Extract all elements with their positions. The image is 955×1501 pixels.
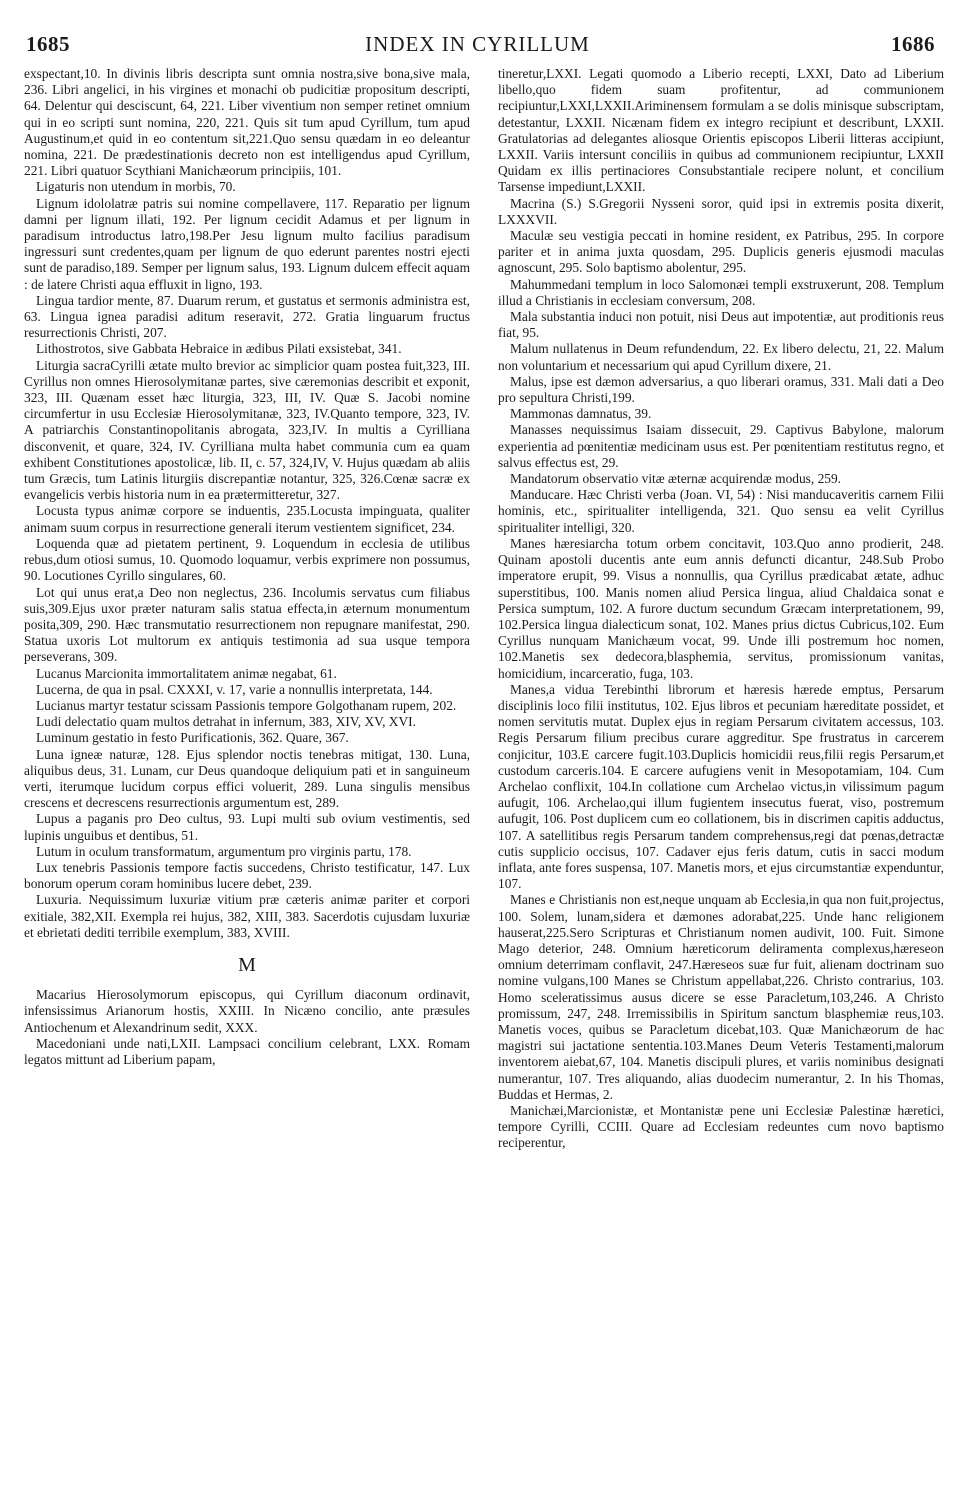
left-column: [24, 66, 470, 1496]
index-entry: Mala substantia induci non potuit, nisi Deus aut impotentiæ, aut proditionis reus fiat, 95.: [498, 309, 944, 341]
index-entry: Luna igneæ naturæ, 128. Ejus splendor noctis tenebras mitigat, 130. Luna, aliquibus deus, 31. Lunam, cur Deus quandoque deliquium pati et in sanguineum verti, iterumque lucidum corpus effici voluerit, 289. Luna singulis mensibus crescens et decrescens resurrectionis argumentum est, 289.: [24, 746, 470, 811]
index-entry: Ludi delectatio quam multos detrahat in infernum, 383, XIV, XV, XVI.: [36, 714, 416, 730]
index-entry: Luxuria. Nequissimum luxuriæ vitium præ cæteris animæ pariter et corpori exitiale, 382,XII. Exempla rei hujus, 382, XIII, 383. Sacerdotis cujusdam luxuriæ et ebrietati dediti terribile exemplum, 383, XVIII.: [24, 892, 470, 940]
index-entry: Malus, ipse est dæmon adversarius, a quo liberari oramus, 331. Mali dati a Deo pro sepultura Christi,199.: [498, 373, 944, 406]
index-entry: Macarius Hierosolymorum episcopus, qui Cyrillum diaconum ordinavit, infensissimus Arianorum hostis, XXIII. In Nicæno concilio, ante præsules Antiochenum et Alexandrinum sedit, XXX.: [24, 987, 470, 1035]
right-page-number: 1686: [891, 32, 935, 56]
index-entry: Lignum idololatræ patris sui nomine compellavere, 117. Reparatio per lignum damni per lignum illati, 192. Per lignum cecidit Adamus et per lignum in paradisum introductus latro,198.Per Jesu lignum multo facilius paradisum ingressuri sunt credentes,quam per lignum de quo ederunt parentes nostri ejecti sunt de paradiso,189. Semper per lignum salus, 193. Lignum dulcem effecit aquam : de latere Christi aqua effluxit in ligno, 193.: [24, 195, 470, 292]
right-column: [498, 66, 944, 1496]
index-entry: Lupus a paganis pro Deo cultus, 93. Lupi multi sub ovium vestimentis, sed lupinis unguibus et dentibus, 51.: [24, 811, 470, 843]
running-title: INDEX IN CYRILLUM: [365, 32, 590, 56]
index-body: [24, 66, 944, 1496]
index-entry: Manes,a vidua Terebinthi librorum et hæresis hærede emptus, Persarum disciplinis loco filii institutus, 102. Ejus libros et pecuniam hæreditate possidet, et nomen servitutis mutat. Duplex ejus in regiam Persarum civitatem accessus, 103. Regis Persarum filium precibus curare aggreditur. Spe frustratus in carcerem conjicitur, 103.E carcere fugit.103.Duplicis homicidii reus,filii regis Persarum,et custodum carceris.104. E carcere aufugiens venit in Mesopotamiam, 104. Cum Archelao conflixit, 104.In collatione cum Archelao victus,in vilissimum pagum aufugit, 106. Archelao,qui illum fugientem insecutus fuerat, viso, postremum aufugit, 106. Post duplicem cum eo collationem, bis in discrimen capitis adductus, 107. A satellitibus regis Persarum tandem comprehensus,regi dat pœnas,detractæ cutis supplicio occisus, 107. Cadaver ejus feris datum, cutis in sacci modum inflata, ante fores suspensa, 107. Manetis mors, et ejus circumstantiæ expenduntur, 107.: [498, 681, 944, 892]
index-entry: Lux tenebris Passionis tempore factis succedens, Christo testificatur, 147. Lux bonorum operum coram hominibus lucere debet, 239.: [24, 859, 470, 892]
index-entry: Lucerna, de qua in psal. CXXXI, v. 17, varie a nonnullis interpretata, 144.: [36, 681, 433, 697]
section-letter: M: [238, 953, 256, 976]
index-entry: Mahummedani templum in loco Salomonæi templi exstruxerunt, 208. Templum illud a Christianis in ecclesiam conversum, 208.: [498, 276, 944, 308]
index-entry: Loquenda quæ ad pietatem pertinent, 9. Loquendum in ecclesia de utilibus rebus,dum otiosi sumus, 10. Quomodo loquamur, verbis exprimere non possumus, 90. Locutiones Cyrillo singulares, 60.: [24, 535, 470, 584]
index-entry: Lingua tardior mente, 87. Duarum rerum, et gustatus et sermonis administra est, 63. Lingua ignea paradisi aditum reseravit, 272. Gratia linguarum fructus resurrectionis Christi, 207.: [24, 292, 470, 341]
index-entry: Malum nullatenus in Deum refundendum, 22. Ex libero delectu, 21, 22. Malum non voluntarium et necessarium qui apud Cyrillum dixere, 21.: [498, 341, 944, 373]
index-entry: Manasses nequissimus Isaiam dissecuit, 29. Captivus Babylone, malorum experientia ad pœnitentiæ medicinam usus est. Per pœnitentiam restitutus regno, et salvus effectus est, 29.: [498, 422, 944, 470]
index-entry: Lithostrotos, sive Gabbata Hebraice in ædibus Pilati exsistebat, 341.: [36, 341, 402, 357]
index-entry: Lucianus martyr testatur scissam Passionis tempore Golgothanam rupem, 202.: [36, 697, 457, 713]
index-entry: Lutum in oculum transformatum, argumentum pro virginis partu, 178.: [36, 843, 412, 859]
index-entry: Manes hæresiarcha totum orbem concitavit, 103.Quo anno prodierit, 248. Quinam apostoli ducentis ante eum annis defuncti dicantur, 248.Sub Probo imperatore erupit, 99. Visus a nonnullis, qua Cyrillus prædicabat ætate, adhuc superstitibus, 100. Manis nomen aliud Persica lingua, aliud Chaldaica sonat e Persica sumptum, 102. A furore ductum secundum Græcam interpretationem, 99, 102.Persica lingua dialecticum sonat, 102. Manes prius dictus Cubricus,102. Eum Cyrillus nunquam Manichæum vocat, 99. Unde illi postremum hoc nomen, 102.Manetis sex dedecora,blasphemia, servitus, promissionum vanitas, homicidium, incarceratio, fuga, 103.: [498, 535, 944, 681]
index-entry: Manichæi,Marcionistæ, et Montanistæ pene uni Ecclesiæ Palestinæ hæretici, tempore Cyrilli, CCIII. Quare ad Ecclesiam redeuntes cum novo baptismo reciperentur,: [498, 1103, 944, 1151]
index-entry: Macrina (S.) S.Gregorii Nysseni soror, quid ipsi in extremis posita dixerit, LXXXVII.: [498, 195, 944, 227]
index-entry: Mammonas damnatus, 39.: [510, 406, 652, 422]
left-page-number: 1685: [26, 32, 70, 56]
index-entry: exspectant,10. In divinis libris descripta sunt omnia nostra,sive bona,sive mala, 236. Libri angelici, in his virgines et monachi ob pudicitiæ propositum descripti, 64. Delentur qui desciscunt, 64, 221. Liber viventium non semper retinet omnium qui in eo scripti sunt nomina, 220, 221. Quis sit tum apud Cyrillum, tum apud Augustinum,et quid in eo contentum sit,221.Quo sensu quædam in eo deleantur nomina, 221. De prædestinationis decreto non est intelligendus apud Cyrillum, 221. Libri quatuor Scythiani Manichæorum principiis, 101.: [24, 66, 470, 179]
index-entry: Locusta typus animæ corpore se induentis, 235.Locusta impinguata, qualiter animam suum corpus in resurrectione generali iterum vestientem significet, 234.: [24, 503, 470, 535]
index-entry: tineretur,LXXI. Legati quomodo a Liberio recepti, LXXI, Dato ad Liberium libello,quo fidem suam profitentur, ad communionem recipiuntur,LXXI,LXXII.Ariminensem formulam a se dolis minisque subscriptam, detestantur, LXXII. Nicænam fidem ex integro recipiunt et describunt, LXXII. Gratulatorias ad delegantes aliosque Orientis episcopos Liberii litteras accipiunt, LXXII. Variis intersunt conciliis in quibus ad communionem recipiuntur, LXXII Quidam ex illis pertinaciores Consubstantiale recipere nolunt, et concilium Tarsense impediunt,LXXII.: [498, 66, 944, 195]
index-entry: Luminum gestatio in festo Purificationis, 362. Quare, 367.: [36, 730, 349, 746]
index-entry: Maculæ seu vestigia peccati in homine resident, ex Patribus, 295. In corpore pariter et in anima juxta quosdam, 295. Duplicis generis ejusmodi maculas agnoscunt, 295. Solo baptismo abolentur, 295.: [498, 228, 944, 276]
page-header: [0, 32, 955, 60]
index-entry: Lot qui unus erat,a Deo non neglectus, 236. Incolumis servatus cum filiabus suis,309.Ejus uxor præter naturam salis statua effecta,in æternum monumentum posita,309, 290. Hæc transmutatio resurrectionem non repugnare manifestat, 290. Statua uxoris Lot multorum ex antiquis testimonia ad sua usque tempora perseverans, 309.: [24, 584, 470, 665]
index-entry: Ligaturis non utendum in morbis, 70.: [36, 179, 236, 195]
index-entry: Mandatorum observatio vitæ æternæ acquirendæ modus, 259.: [510, 471, 841, 487]
index-entry: Liturgia sacraCyrilli ætate multo brevior ac simplicior quam postea fuit,323, III. Cyrillus non omnes Hierosolymitanæ partes, sive cæremonias describit et exponit, 323, III. Quænam esset hæc liturgia, 323, III, IV. Quæ S. Jacobi nomine circumfertur in usu Ecclesiæ Hierosolymitanæ, 323, IV.Quanto tempore, 323, IV. A patriarchis Constantinopolitanis abrogata, 323,IV. In multis a Cyrilliana disconvenit, et quare, 324, IV. Cyrilliana multa habet communia cum ea quam exhibent Constitutiones apostolicæ, lib. II, c. 57, 324,IV, V. Hujus quædam ab aliis tum Græcis, tum Latinis liturgiis discrepantiæ notantur, 325, 326.Cœnæ sacræ ex evangelicis verbis historia num in ea prætermitteretur, 327.: [24, 357, 470, 503]
index-entry: Macedoniani unde nati,LXII. Lampsaci concilium celebrant, LXX. Romam legatos mittunt ad Liberium papam,: [24, 1035, 470, 1067]
index-entry: Manducare. Hæc Christi verba (Joan. VI, 54) : Nisi manducaveritis carnem Filii hominis, etc., spiritualiter intelligenda, 321. Quo sensu ea velit Cyrillus spiritualiter intelligi, 320.: [498, 487, 944, 535]
index-entry: Lucanus Marcionita immortalitatem animæ negabat, 61.: [36, 665, 337, 681]
index-entry: Manes e Christianis non est,neque unquam ab Ecclesia,in qua non fuit,projectus, 100. Solem, lunam,sidera et dæmones adorabat,225. Unde hanc religionem hauserat,225.Sero Scripturas et Christianum nomen audivit, 100. Fuit. Simone Mago deterior, 248. Omnium hæreticorum deliramenta complexus,hæreseon omnium deterrimam conflavit, 247.Hæreseos suæ fur fuit, alienam doctrinam suo nomine vulgans,100 Manes se Christum appellabat,226. Christo contrarius, 103. Homo sceleratissimus ausus dicere se esse Paracletum,103,246. A Christo promissum, 247, 248. Irremissibilis in Spiritum sanctum blasphemiæ reus,103. Manetis voces, quibus se Paracletum dicebat,103. Quæ Manichæorum de hac magistri sui jactatione sententia.103.Manes Deum Veteris Testamenti,malorum inventorem aiebat,67, 104. Manetis discipuli plures, et variis nominibus designati numerantur, 107. Tres aliquando, alias duodecim numerantur, 2. In his Thomas, Buddas et Hermas, 2.: [498, 892, 944, 1102]
